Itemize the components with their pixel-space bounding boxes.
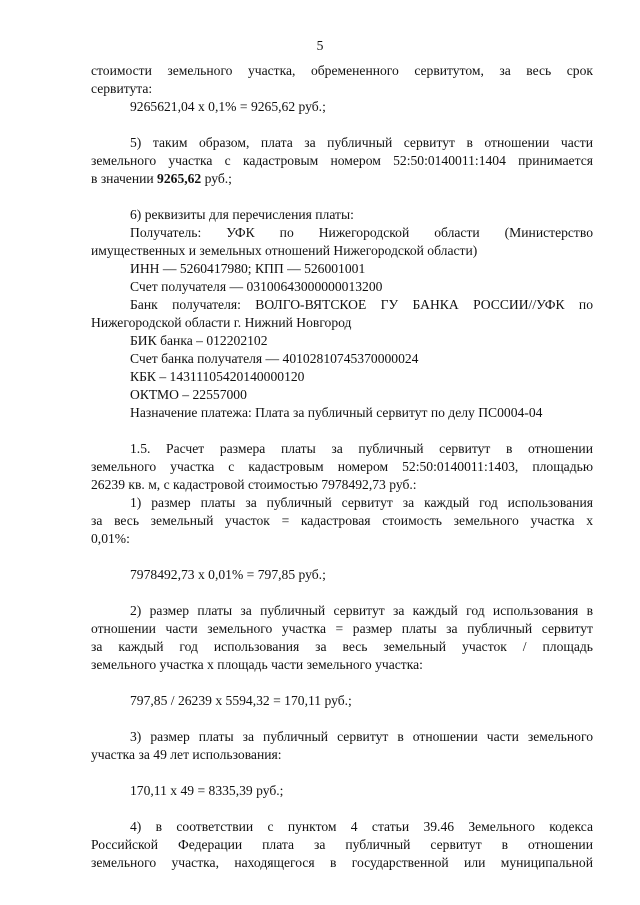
text-line: 26239 кв. м, с кадастровой стоимостью 7978492,73 руб.:: [91, 477, 417, 492]
text-line: отношении части земельного участка = размер платы за публичный сервитут: [91, 621, 593, 636]
text-line: 0,01%:: [91, 531, 130, 546]
formula-line: 9265621,04 х 0,1% = 9265,62 руб.;: [130, 99, 326, 114]
text-line: 1.5. Расчет размера платы за публичный сервитут в отношении: [130, 441, 593, 456]
text-line: стоимости земельного участка, обремененного сервитутом, за весь срок: [91, 63, 593, 78]
text-line: КБК – 14311105420140000120: [130, 369, 305, 384]
text-line: за весь земельный участок = кадастровая стоимость земельного участка х: [91, 513, 593, 528]
text-line: земельного участка с кадастровым номером 52:50:0140011:1404 принимается: [91, 153, 593, 168]
text-line: сервитута:: [91, 81, 153, 96]
text-line: ОКТМО – 22557000: [130, 387, 247, 402]
text-line: 5) таким образом, плата за публичный сервитут в отношении части: [130, 135, 593, 150]
text-line: земельного участка, находящегося в государственной или муниципальной: [91, 855, 593, 870]
text-line: за каждый год использования за весь земельный участок / площадь: [91, 639, 593, 654]
text-span: руб.;: [201, 171, 232, 186]
formula-line: 797,85 / 26239 х 5594,32 = 170,11 руб.;: [130, 693, 352, 708]
text-line: Банк получателя: ВОЛГО-ВЯТСКОЕ ГУ БАНКА РОССИИ//УФК по: [130, 297, 593, 312]
text-line: 6) реквизиты для перечисления платы:: [130, 207, 354, 222]
text-line: Российской Федерации плата за публичный сервитут в отношении: [91, 837, 593, 852]
formula-line: 7978492,73 х 0,01% = 797,85 руб.;: [130, 567, 326, 582]
text-line: ИНН — 5260417980; КПП — 526001001: [130, 261, 366, 276]
text-line: БИК банка – 012202102: [130, 333, 268, 348]
text-line: земельного участка с кадастровым номером 52:50:0140011:1403, площадью: [91, 459, 593, 474]
text-line: 3) размер платы за публичный сервитут в отношении части земельного: [130, 729, 593, 744]
text-line: 2) размер платы за публичный сервитут за каждый год использования в: [130, 603, 593, 618]
text-line: Назначение платежа: Плата за публичный сервитут по делу ПС0004-04: [130, 405, 543, 420]
text-span: в значении: [91, 171, 158, 186]
text-line: Счет банка получателя — 40102810745370000024: [130, 351, 419, 366]
text-line: 4) в соответствии с пунктом 4 статьи 39.46 Земельного кодекса: [130, 819, 593, 834]
text-line: земельного участка х площадь части земельного участка:: [91, 657, 423, 672]
text-line: Счет получателя — 03100643000000013200: [130, 279, 383, 294]
page-number: 5: [316, 38, 324, 53]
amount-bold: 9265,62: [157, 171, 202, 186]
text-line: [91, 170, 593, 188]
text-line: 1) размер платы за публичный сервитут за каждый год использования: [130, 495, 593, 510]
text-line: участка за 49 лет использования:: [91, 747, 282, 762]
text-line: Нижегородской области г. Нижний Новгород: [91, 315, 352, 330]
text-line: имущественных и земельных отношений Нижегородской области): [91, 243, 478, 258]
formula-line: 170,11 х 49 = 8335,39 руб.;: [130, 783, 284, 798]
text-line: Получатель: УФК по Нижегородской области (Министерство: [130, 225, 593, 240]
